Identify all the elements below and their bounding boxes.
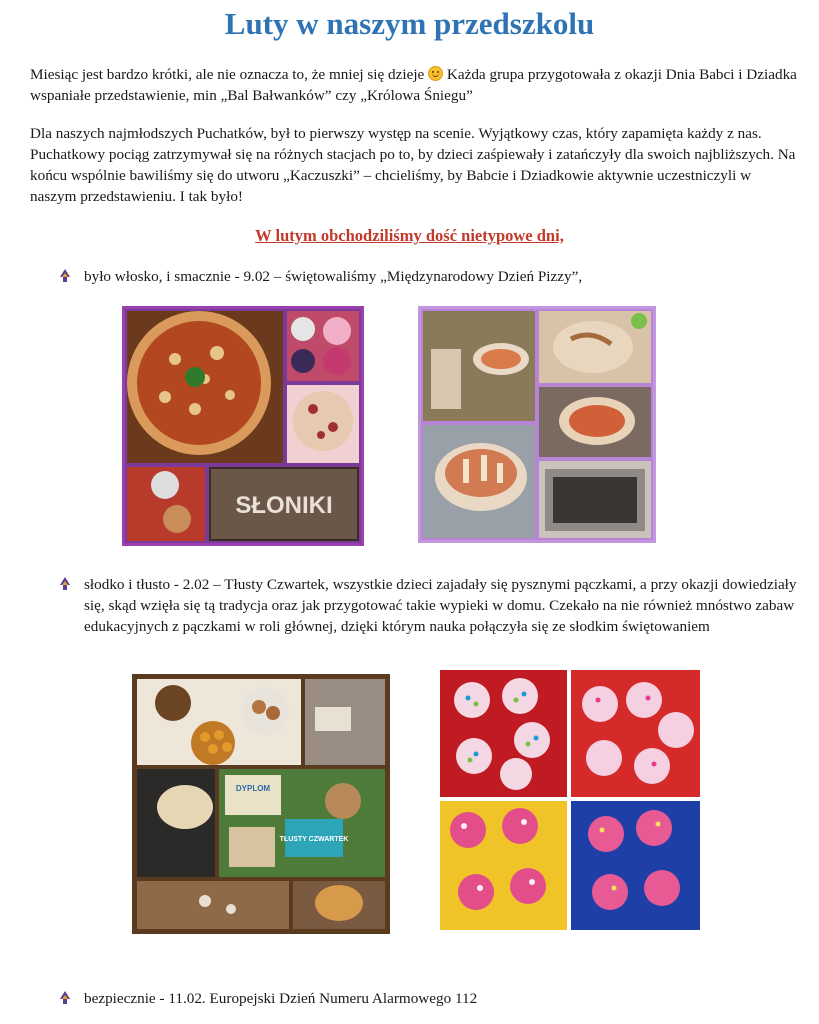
bullet-text: było włosko, i smacznie - 9.02 – świętowaliśmy „Międzynarodowy Dzień Pizzy”, bbox=[84, 268, 583, 285]
arrow-bullet-icon bbox=[58, 991, 72, 1005]
bullet-item-pizza bbox=[58, 266, 798, 287]
pizza-making-collage-image bbox=[421, 309, 653, 540]
arrow-bullet-icon bbox=[58, 269, 72, 283]
intro-text-1: Miesiąc jest bardzo krótki, ale nie oznacza to, że mniej się dzieje bbox=[30, 66, 425, 83]
section-subheading: W lutym obchodziliśmy dość nietypowe dni, bbox=[255, 226, 564, 245]
donut-photo-collage bbox=[132, 674, 390, 934]
pizza-collage-image bbox=[125, 309, 361, 543]
tlusty-czwartek-text: TŁUSTY CZWARTEK bbox=[279, 836, 349, 843]
bullet-item-donuts bbox=[58, 574, 798, 637]
dyplom-text: DYPLOM bbox=[235, 784, 271, 793]
bullet-text: bezpiecznie - 11.02. Europejski Dzień Numeru Alarmowego 112 bbox=[84, 990, 478, 1007]
bullet-item-112 bbox=[58, 988, 798, 1009]
paragraph-puchatki: Dla naszych najmłodszych Puchatków, był to pierwszy występ na scenie. Wyjątkowy czas, który zapamięta każdy z nas. Puchatkowy pociąg zatrzymywał się na różnych stacjach po to, by dzieci zaśpiewały i zatańczyły dla swoich najbliższych. Na końcu wspólnie bawiliśmy się do utworu „Kaczuszki” – chcieliśmy, by Babcie i Dziadkowie aktywnie uczestniczyli w naszym przedstawieniu. I tak było! bbox=[30, 125, 796, 205]
sloniki-flour-text: SŁONIKI bbox=[235, 492, 333, 519]
intro-paragraph bbox=[30, 64, 800, 106]
intro-text-2: Każda grupa przygotowała z okazji Dnia Babci i Dziadka wspaniałe przedstawienie, min „Bal Bałwanków” czy „Królowa Śniegu” bbox=[30, 66, 797, 104]
donut-collage-image bbox=[135, 677, 387, 931]
smiley-emoji-icon bbox=[428, 66, 443, 81]
pizza-photo-collage-1 bbox=[122, 306, 364, 546]
cupcake-collage-image bbox=[440, 670, 700, 930]
bullet-text: słodko i tłusto - 2.02 – Tłusty Czwartek, wszystkie dzieci zajadały się pysznymi pączkami, a przy okazji dowiedziały się, skąd wzięła się tą tradycja oraz jak przygotować takie wypieki w domu. Czekało na nie również mnóstwo zabaw edukacyjnych z pączkami w roli głównej, dzięki którym nauka połączyła się ze słodkim świętowaniem bbox=[84, 576, 797, 635]
arrow-bullet-icon bbox=[58, 577, 72, 591]
page-title: Luty w naszym przedszkolu bbox=[224, 6, 595, 41]
pizza-photo-collage-2 bbox=[418, 306, 656, 543]
cupcake-photo-collage bbox=[440, 670, 700, 930]
